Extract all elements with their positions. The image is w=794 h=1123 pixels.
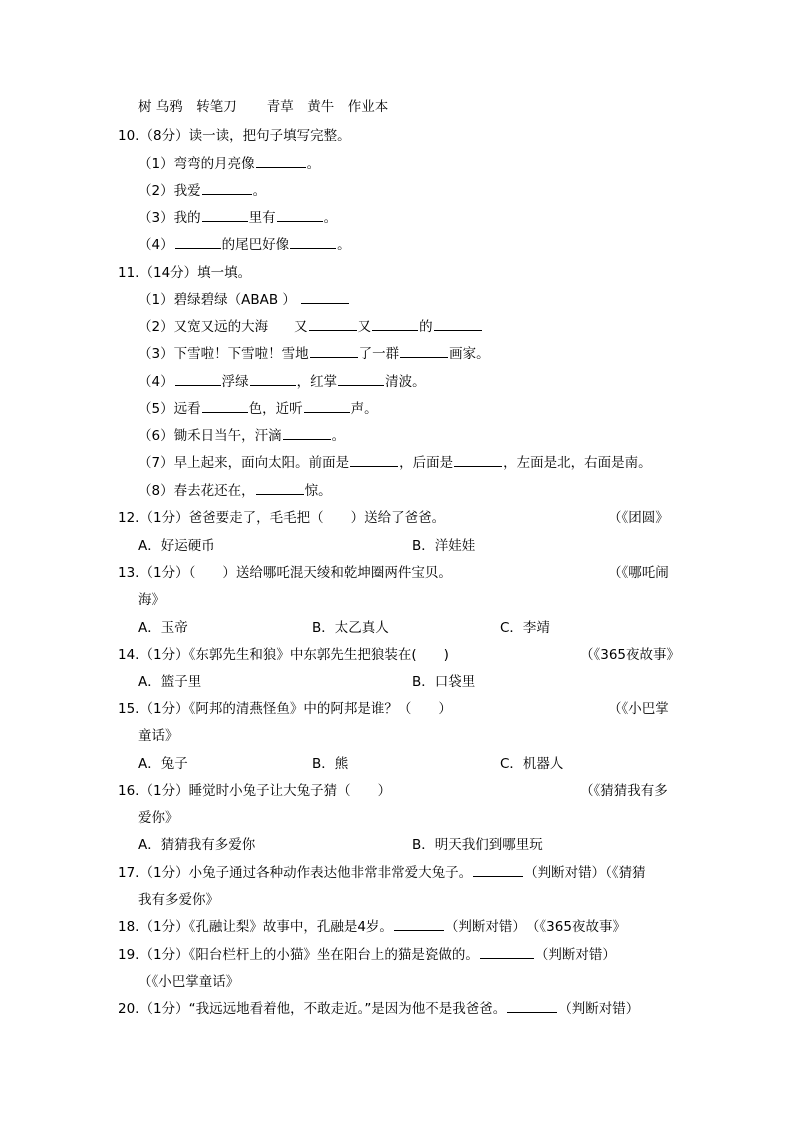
question-stem: （1分）（ ）送给哪吒混天绫和乾坤圈两件宝贝。 [139,565,452,581]
item-text: （5）远看 [138,401,201,417]
word-bank-group-1: 树 乌鸦 转笔刀 [138,99,237,115]
item-text: （7）早上起来，面向太阳。前面是 [138,455,350,471]
item-text: 惊。 [304,483,332,499]
option-b[interactable]: B．口袋里 [412,674,476,690]
item-text: 。 [306,156,321,172]
question-stem: （1分）《东郭先生和狼》中东郭先生把狼装在( ) [139,647,449,663]
answer-blank[interactable] [301,291,349,304]
q11-item-7 [138,454,652,472]
question-number: 11. [118,265,140,281]
question-tail: （判断对错） [534,947,616,963]
question-source-cont: 我有多爱你》 [138,892,219,908]
question-10 [118,127,351,145]
question-source: （《团圆》 [608,510,669,526]
question-number: 19. [118,947,140,963]
option-b[interactable]: B．明天我们到哪里玩 [412,837,543,853]
item-text: 的尾巴好像 [221,237,290,253]
answer-blank[interactable] [400,345,448,358]
q11-item-2 [138,318,483,336]
question-11 [118,264,251,282]
question-stem: （1分）《阿邦的清燕怪鱼》中的阿邦是谁？（ ） [139,701,452,717]
question-16 [118,782,391,800]
item-text: ，左面是北，右面是南。 [503,455,652,471]
q11-item-1 [138,291,350,309]
answer-blank[interactable] [480,946,534,959]
item-text: （3）我的 [138,210,201,226]
q10-item-2 [138,182,266,200]
item-text: 。 [252,183,267,199]
option-a[interactable]: A．玉帝 [138,620,188,636]
answer-blank[interactable] [473,864,523,877]
q11-item-5 [138,400,378,418]
question-source: （《哪吒闹 [608,565,669,581]
question-source: （《小巴掌 [608,701,669,717]
q11-item-4 [138,373,426,391]
answer-blank[interactable] [256,482,304,495]
item-text: ，红掌 [296,374,338,390]
option-c[interactable]: C．机器人 [500,756,564,772]
option-b[interactable]: B．熊 [312,756,349,772]
question-17 [118,864,646,882]
question-number: 16. [118,783,140,799]
option-b[interactable]: B．洋娃娃 [412,538,476,554]
question-stem: （1分）小兔子通过各种动作表达他非常非常爱大兔子。 [139,865,473,881]
option-c[interactable]: C．李靖 [500,620,550,636]
question-tail: （判断对错） （《365夜故事》 [444,919,626,935]
item-text: （4） [138,237,174,253]
item-text: 。 [323,210,338,226]
answer-blank[interactable] [290,236,336,249]
item-text: ，后面是 [399,455,454,471]
question-stem: （1分）“我远远地看着他，不敢走近。”是因为他不是我爸爸。 [139,1001,507,1017]
answer-blank[interactable] [250,373,296,386]
question-13 [118,564,452,582]
item-text: （1）弯弯的月亮像 [138,156,255,172]
item-text: 清波。 [385,374,426,390]
item-text: 了一群 [358,346,400,362]
answer-blank[interactable] [309,318,357,331]
q11-item-6 [138,427,345,445]
item-text: 画家。 [449,346,490,362]
item-text: 又 [294,319,308,335]
word-bank-group-2: 青草 黄牛 作业本 [266,99,389,115]
word-bank [138,98,388,116]
question-stem: （1分）爸爸要走了，毛毛把（ ）送给了爸爸。 [139,510,446,526]
item-text: 色，近听 [248,401,303,417]
item-text: 又 [357,319,372,335]
question-number: 18. [118,919,140,935]
question-stem: （14分）填一填。 [139,265,252,281]
item-text: （2）我爱 [138,183,201,199]
question-stem: （1分）《阳台栏杆上的小猫》坐在阳台上的猫是瓷做的。 [139,947,479,963]
option-b[interactable]: B．太乙真人 [312,620,389,636]
q11-item-3 [138,345,490,363]
item-text: （8）春去花还在， [138,483,255,499]
question-source-cont: 爱你》 [138,810,179,826]
answer-blank[interactable] [175,236,221,249]
item-text: （4） [138,374,174,390]
question-number: 15. [118,701,140,717]
option-a[interactable]: A．猜猜我有多爱你 [138,837,256,853]
item-text: （3）下雪啦！下雪啦！雪地 [138,346,309,362]
question-number: 13. [118,565,140,581]
question-18 [118,918,626,936]
answer-blank[interactable] [394,918,444,931]
question-20 [118,1000,639,1018]
answer-blank[interactable] [175,373,221,386]
item-text: （6）锄禾日当午，汗滴 [138,428,282,444]
question-number: 20. [118,1001,140,1017]
question-source: （《猜猜我有多 [580,783,668,799]
item-text: 。 [337,237,351,253]
question-tail: （判断对错） [558,1001,640,1017]
option-a[interactable]: A．篮子里 [138,674,202,690]
q10-item-4 [138,236,351,254]
answer-blank[interactable] [454,454,502,467]
question-stem: （1分）《孔融让梨》故事中，孔融是4岁。 [139,919,393,935]
question-number: 17. [118,865,140,881]
answer-blank[interactable] [256,155,306,168]
item-text: 浮绿 [221,374,249,390]
q10-item-1 [138,155,320,173]
answer-blank[interactable] [283,427,331,440]
item-text: （2）又宽又远的大海 [138,319,269,335]
answer-blank[interactable] [304,400,350,413]
answer-blank[interactable] [434,318,482,331]
question-source: （《365夜故事》 [580,647,681,663]
question-number: 12. [118,510,140,526]
answer-blank[interactable] [507,1000,557,1013]
q10-item-3 [138,209,337,227]
answer-blank[interactable] [202,400,248,413]
item-text: 声。 [350,401,378,417]
question-stem: （8分）读一读，把句子填写完整。 [139,128,351,144]
answer-blank[interactable] [277,209,323,222]
answer-blank[interactable] [202,182,252,195]
question-stem: （1分）睡觉时小兔子让大兔子猜（ ） [139,783,392,799]
question-19 [118,946,616,964]
question-14 [118,646,449,664]
item-text: 里有 [248,210,276,226]
question-12 [118,509,445,527]
answer-blank[interactable] [202,209,248,222]
question-source-cont: 童话》 [138,728,179,744]
question-source-cont: 海》 [138,592,165,608]
question-number: 10. [118,128,140,144]
answer-blank[interactable] [310,345,358,358]
question-number: 14. [118,647,140,663]
question-source-cont: （《小巴掌童话》 [138,974,240,990]
question-tail: （判断对错）（《猜猜 [524,865,646,881]
q11-item-8 [138,482,332,500]
question-15 [118,700,452,718]
option-a[interactable]: A．兔子 [138,756,188,772]
option-a[interactable]: A．好运硬币 [138,538,215,554]
answer-blank[interactable] [372,318,418,331]
item-text: 的 [419,319,433,335]
answer-blank[interactable] [338,373,384,386]
answer-blank[interactable] [350,454,398,467]
item-text: 。 [331,428,346,444]
item-text: （1）碧绿碧绿（ABAB ） [138,292,296,308]
